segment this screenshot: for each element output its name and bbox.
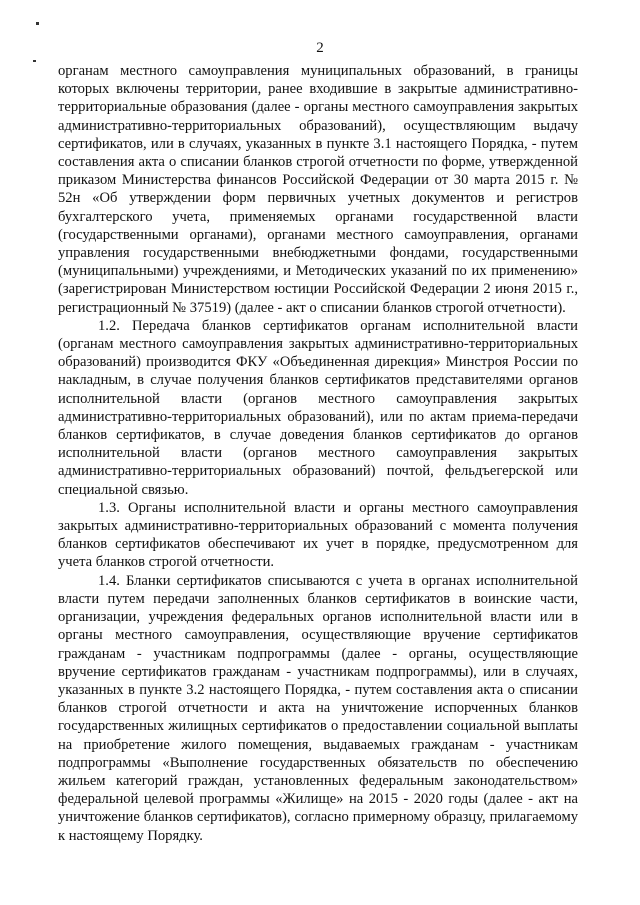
scan-mark bbox=[33, 60, 36, 62]
paragraph-1-3: 1.3. Органы исполнительной власти и органы местного самоуправления закрытых административно-территориальных образований с момента получения бланков сертификатов обеспечивают их учет в порядке, предусмотренном для учета бланков строгой отчетности. bbox=[58, 499, 578, 571]
scan-mark bbox=[36, 22, 39, 25]
paragraph-1-2: 1.2. Передача бланков сертификатов органам исполнительной власти (органам местного самоуправления закрытых административно-территориальных образований) производится ФКУ «Объединенная дирекция» Минстроя России по накладным, в случае получения бланков сертификатов представителями органов исполнительной власти (органов местного самоуправления закрытых административно-территориальных образований), или по актам приема-передачи бланков сертификатов, в случае доведения бланков сертификатов до органов исполнительной власти (органов местного самоуправления закрытых административно-территориальных образований) почтой, фельдъегерской или специальной связью. bbox=[58, 317, 578, 498]
page-number: 2 bbox=[316, 40, 324, 56]
paragraph-1-4: 1.4. Бланки сертификатов списываются с учета в органах исполнительной власти путем передачи заполненных бланков сертификатов в воинские части, организации, учреждения федеральных органов исполнительной власти или в органы местного самоуправления, осуществляющие вручение сертификатов гражданам - участникам подпрограммы (далее - органы, осуществляющие вручение сертификатов гражданам - участникам подпрограммы), или в случаях, указанных в пункте 3.2 настоящего Порядка, - путем составления акта о списании бланков строгой отчетности и акта на уничтожение испорченных бланков государственных жилищных сертификатов о предоставлении социальной выплаты на приобретение жилого помещения, выдаваемых гражданам - участникам подпрограммы «Выполнение государственных обязательств по обеспечению жильем категорий граждан, установленных федеральным законодательством» федеральной целевой программы «Жилище» на 2015 - 2020 годы (далее - акт на уничтожение бланков сертификатов), согласно примерному образцу, прилагаемому к настоящему Порядку. bbox=[58, 572, 578, 844]
document-body bbox=[58, 62, 578, 845]
paragraph-continuation: органам местного самоуправления муниципальных образований, в границы которых включены территории, ранее входившие в закрытые административно-территориальные образования (далее - органы местного самоуправления закрытых административно-территориальных образований), осуществляющим выдачу сертификатов, или в случаях, указанных в пункте 3.1 настоящего Порядка, - путем составления акта о списании бланков строгой отчетности по форме, утвержденной приказом Министерства финансов Российской Федерации от 30 марта 2015 г. № 52н «Об утверждении форм первичных учетных документов и регистров бухгалтерского учета, применяемых органами государственной власти (государственными органами), органами местного самоуправления, органами управления государственными внебюджетными фондами, государственными (муниципальными) учреждениями, и Методических указаний по их применению» (зарегистрирован Министерством юстиции Российской Федерации 2 июня 2015 г., регистрационный № 37519) (далее - акт о списании бланков строгой отчетности). bbox=[58, 63, 578, 316]
